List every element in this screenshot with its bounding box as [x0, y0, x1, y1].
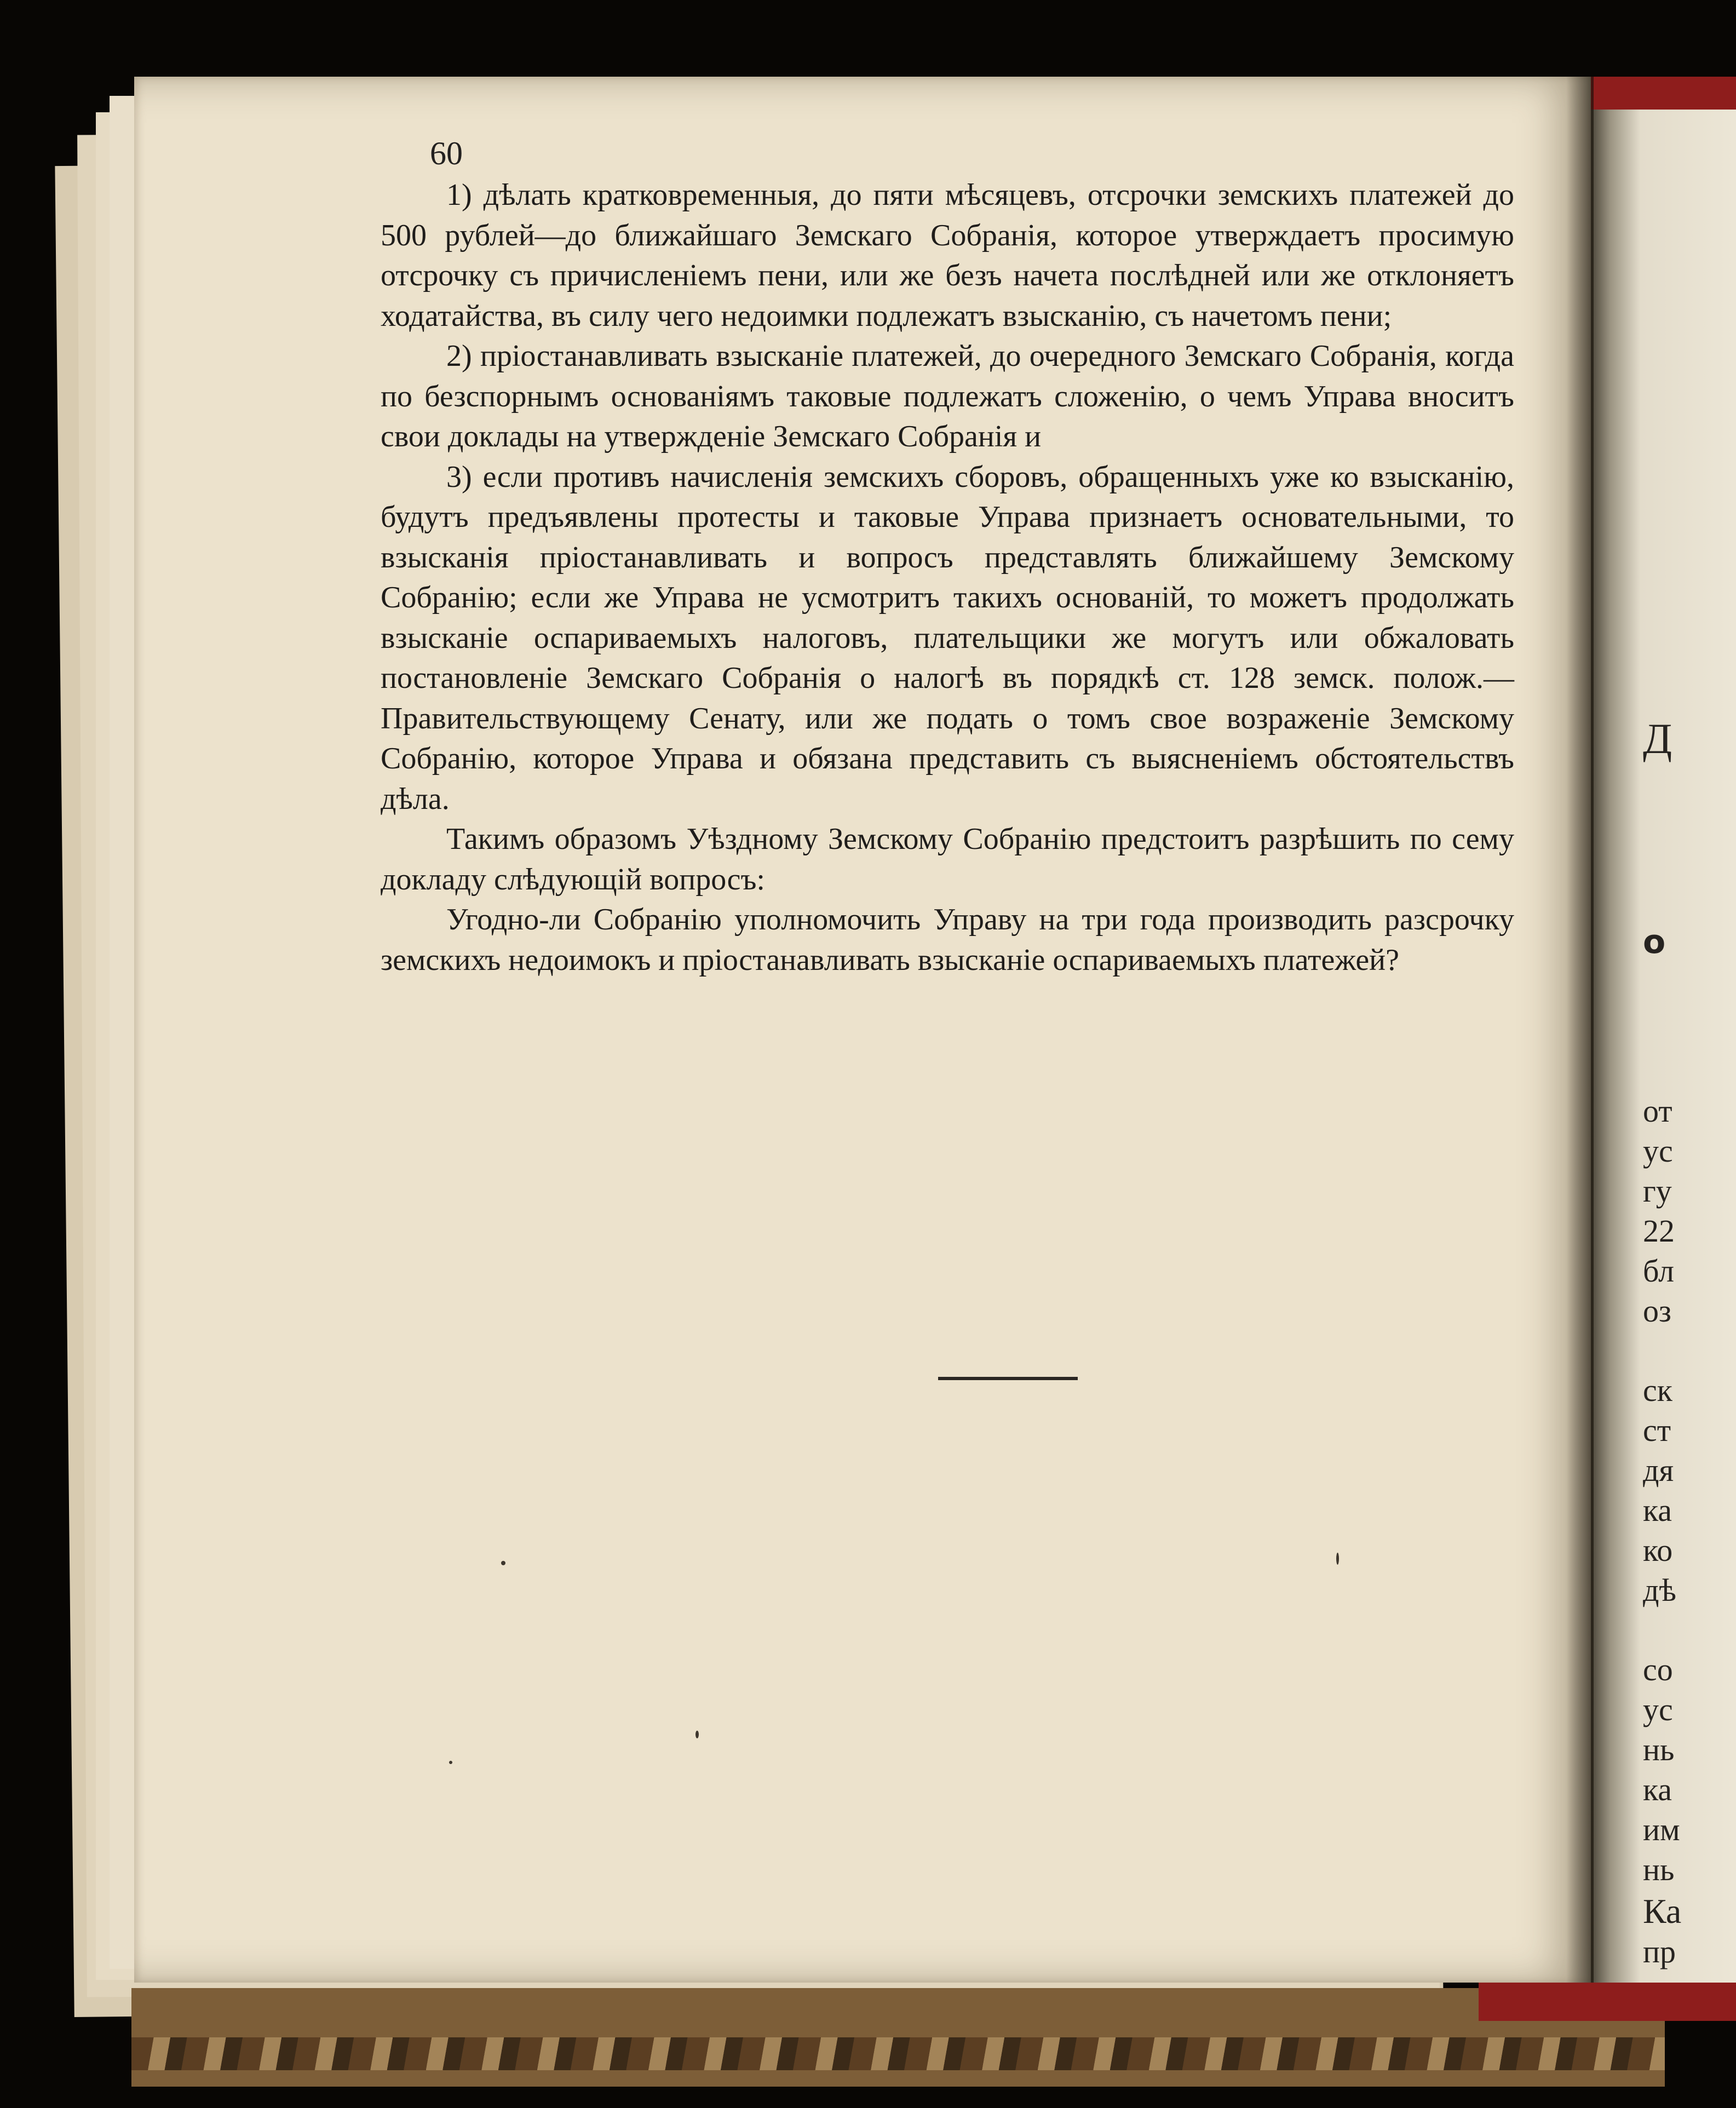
opposite-fragment: дя	[1643, 1452, 1674, 1488]
opposite-fragment: дѣ	[1643, 1572, 1677, 1608]
paragraph: 2) пріостанавливать взысканіе платежей, до очередного Земскаго Собранія, когда по безспорнымъ основаніямъ таковые подлежатъ сложенію, о чемъ Управа вноситъ свои доклады на утвержденіе Земскаго Собранія и	[381, 339, 1514, 453]
paragraph: Угодно-ли Собранію уполномочить Управу на три года производить разсрочку земскихъ недоимокъ и пріостанавливать взысканіе оспариваемыхъ платежей?	[381, 903, 1514, 977]
opposite-fragment: со	[1643, 1652, 1673, 1687]
opposite-fragment: Д	[1643, 715, 1672, 762]
opposite-fragment: о	[1643, 923, 1666, 961]
opposite-fragment: нь	[1643, 1732, 1675, 1767]
opposite-fragment: пр	[1643, 1934, 1676, 1969]
opposite-fragment: ка	[1643, 1492, 1672, 1528]
paragraph: Такимъ образомъ Уѣздному Земскому Собранію предстоитъ разрѣшить по сему докладу слѣдующій вопросъ:	[381, 822, 1514, 897]
opposite-fragment: ус	[1643, 1133, 1673, 1169]
body-text	[381, 175, 1514, 980]
opposite-page	[1591, 110, 1736, 1983]
marbled-edge	[131, 2037, 1665, 2070]
paper-speck	[449, 1761, 452, 1764]
closing-rule	[938, 1377, 1078, 1380]
opposite-fragment: оз	[1643, 1293, 1671, 1329]
opposite-fragment: им	[1643, 1812, 1680, 1847]
opposite-fragment: Ка	[1643, 1892, 1682, 1931]
opposite-fragment: ко	[1643, 1532, 1673, 1568]
opposite-fragment: от	[1643, 1093, 1672, 1129]
paper-speck	[1336, 1553, 1339, 1565]
opposite-fragment: ст	[1643, 1412, 1671, 1448]
opposite-fragment: нь	[1643, 1852, 1675, 1887]
paragraph: 1) дѣлать кратковременныя, до пяти мѣсяцевъ, отсрочки земскихъ платежей до 500 рублей—до ближайшаго Земскаго Собранія, которое утверждаетъ просимую отсрочку съ причисленіемъ пени, или же безъ начета послѣдней или же отклоняетъ ходатайства, въ силу чего недоимки подлежатъ взысканію, съ начетомъ пени;	[381, 178, 1514, 333]
paper-speck	[501, 1561, 505, 1565]
opposite-fragment: ка	[1643, 1772, 1672, 1807]
book-edge	[131, 1988, 1665, 2087]
opposite-fragment: ск	[1643, 1372, 1672, 1408]
paragraph: 3) если противъ начисленія земскихъ сборовъ, обращенныхъ уже ко взысканію, будутъ предъявлены протесты и таковые Управа признаетъ основательными, то взысканія пріостанавливать и вопросъ представлять ближайшему Земскому Собранію; если же Управа не усмотритъ такихъ основаній, то можетъ продолжать взысканіе оспариваемыхъ налоговъ, плательщики же могутъ или обжаловать постановленіе Земскаго Собранія о налогѣ въ порядкѣ ст. 128 земск. полож.—Правительствующему Сенату, или же подать о томъ свое возраженіе Земскому Собранію, которое Управа и обязана представить съ выясненіемъ обстоятельствъ дѣла.	[381, 459, 1514, 816]
opposite-fragment: ус	[1643, 1692, 1673, 1727]
gutter-shadow	[1566, 77, 1594, 1983]
opposite-fragment: гу	[1643, 1173, 1672, 1209]
paper-speck	[695, 1731, 699, 1738]
opposite-fragment: бл	[1643, 1253, 1675, 1289]
page-number: 60	[430, 135, 463, 171]
opposite-fragment: 22	[1643, 1213, 1675, 1249]
